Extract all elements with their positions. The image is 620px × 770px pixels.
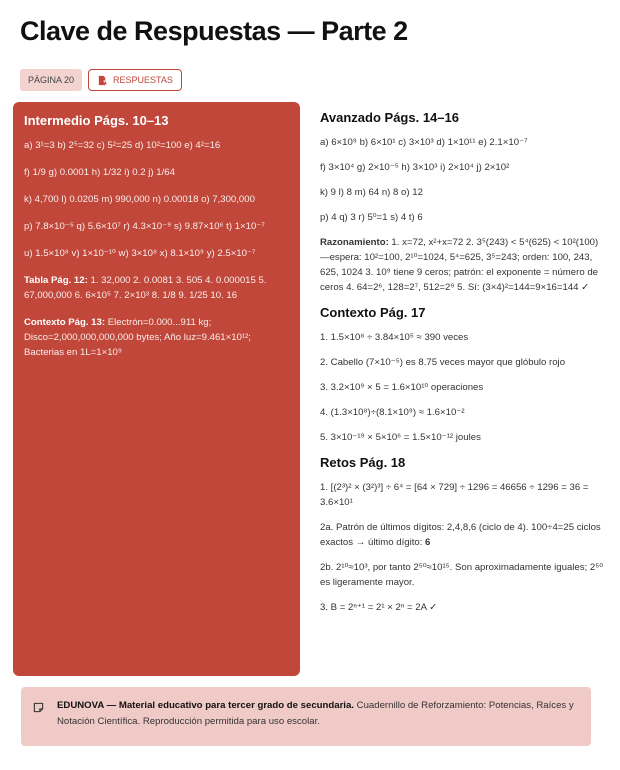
retos-line (320, 520, 605, 550)
answers-badge-label: RESPUESTAS (113, 75, 173, 85)
contexto13-label: Contexto Pág. 13: (24, 317, 106, 328)
intermedio-heading: Intermedio Págs. 10–13 (24, 113, 169, 128)
contexto17-line: 5. 3×10⁻¹⁹ × 5×10⁶ = 1.5×10⁻¹² joules (320, 432, 481, 443)
avanzado-heading: Avanzado Págs. 14–16 (320, 110, 459, 125)
answer-doc-icon (97, 75, 108, 86)
retos-2a-answer: 6 (425, 537, 431, 548)
tabla-text: 1. 32,000 2. 0.0081 3. 505 4. 0.000015 5. 67,000,000 6. 6×10⁵ 7. 2×10³ 8. 1/8 9. 1/25 10. 16 (24, 275, 267, 301)
razonamiento-answers (320, 235, 605, 295)
avanzado-line: p) 4 q) 3 r) 5⁰=1 s) 4 t) 6 (320, 212, 423, 223)
intermedio-line: k) 4,700 l) 0.0205 m) 990,000 n) 0.00018 o) 7,300,000 (24, 194, 255, 205)
note-icon (33, 702, 44, 713)
intermedio-line: a) 3¹=3 b) 2⁵=32 c) 5²=25 d) 10²=100 e) 4²=16 (24, 140, 221, 151)
footer-note (21, 687, 591, 746)
tabla-label: Tabla Pág. 12: (24, 275, 88, 286)
intermedio-line: u) 1.5×10⁸ v) 1×10⁻¹⁰ w) 3×10⁸ x) 8.1×10⁹ y) 2.5×10⁻⁷ (24, 248, 256, 259)
avanzado-line: f) 3×10⁴ g) 2×10⁻⁵ h) 3×10³ i) 2×10⁴ j) 2×10² (320, 162, 510, 173)
avanzado-line: k) 9 l) 8 m) 64 n) 8 o) 12 (320, 187, 423, 198)
retos-line: 3. B = 2ⁿ⁺¹ = 2¹ × 2ⁿ = 2A ✓ (320, 602, 438, 613)
contexto17-line: 1. 1.5×10⁸ ÷ 3.84×10⁵ ≈ 390 veces (320, 332, 469, 343)
intermedio-panel (13, 102, 300, 676)
contexto13-answers (24, 315, 289, 360)
razonamiento-label: Razonamiento: (320, 237, 389, 248)
contexto17-line: 2. Cabello (7×10⁻⁵) es 8.75 veces mayor que glóbulo rojo (320, 357, 566, 368)
contexto17-line: 3. 3.2×10⁹ × 5 = 1.6×10¹⁰ operaciones (320, 382, 484, 393)
footer-bold: EDUNOVA — Material educativo para tercer grado de secundaria. (57, 700, 354, 711)
retos-2a-text: 2a. Patrón de últimos dígitos: 2,4,8,6 (ciclo de 4). 100÷4=25 ciclos exactos → último dígito: (320, 522, 601, 548)
right-column (320, 110, 605, 625)
page-number-badge: PÁGINA 20 (20, 69, 82, 91)
contexto13-text: Electrón=0.000...911 kg; Disco=2,000,000,000,000 bytes; Año luz=9.461×10¹²; Bacterias en 1L=1×10⁹ (24, 317, 251, 358)
intermedio-line: f) 1/9 g) 0.0001 h) 1/32 i) 0.2 j) 1/64 (24, 167, 175, 178)
tabla-answers (24, 273, 289, 303)
avanzado-section (320, 110, 605, 295)
intermedio-line: p) 7.8×10⁻⁵ q) 5.6×10⁷ r) 4.3×10⁻⁹ s) 9.87×10⁶ t) 1×10⁻⁷ (24, 221, 265, 232)
retos-section (320, 455, 605, 615)
contexto17-section (320, 305, 605, 445)
badge-row (20, 69, 182, 91)
answers-badge (88, 69, 182, 91)
page-title: Clave de Respuestas — Parte 2 (20, 16, 408, 46)
retos-heading: Retos Pág. 18 (320, 455, 406, 470)
contexto17-line: 4. (1.3×10⁸)÷(8.1×10⁹) ≈ 1.6×10⁻² (320, 407, 465, 418)
footer-text: Cuadernillo de Reforzamiento: Potencias, Raíces y Notación Científica. Reproducción permitida para uso escolar. (57, 700, 574, 727)
retos-line: 1. [(2³)² × (3²)³] ÷ 6⁴ = [64 × 729] ÷ 1296 = 46656 ÷ 1296 = 36 = 3.6×10¹ (320, 482, 589, 508)
razonamiento-text: 1. x=72, x²+x=72 2. 3⁵(243) < 5⁴(625) < 10²(100)—espera: 10²=100, 2¹⁰=1024, 5⁴=625, 3⁵=243; orden: 100, 243, 625, 1024 3. 10⁹ tiene 9 ceros; patrón: el exponente = número de ceros 4. 64=2⁶, 128=2⁷, 512=2⁹ 5. Sí: (3×4)²=144=9×16=144 ✓ (320, 237, 599, 293)
avanzado-line: a) 6×10⁹ b) 6×10¹ c) 3×10³ d) 1×10¹¹ e) 2.1×10⁻⁷ (320, 137, 528, 148)
retos-line: 2b. 2¹⁰≈10³, por tanto 2⁵⁰≈10¹⁵. Son aproximadamente iguales; 2⁵⁰ es ligeramente mayor. (320, 562, 604, 588)
contexto17-heading: Contexto Pág. 17 (320, 305, 426, 320)
